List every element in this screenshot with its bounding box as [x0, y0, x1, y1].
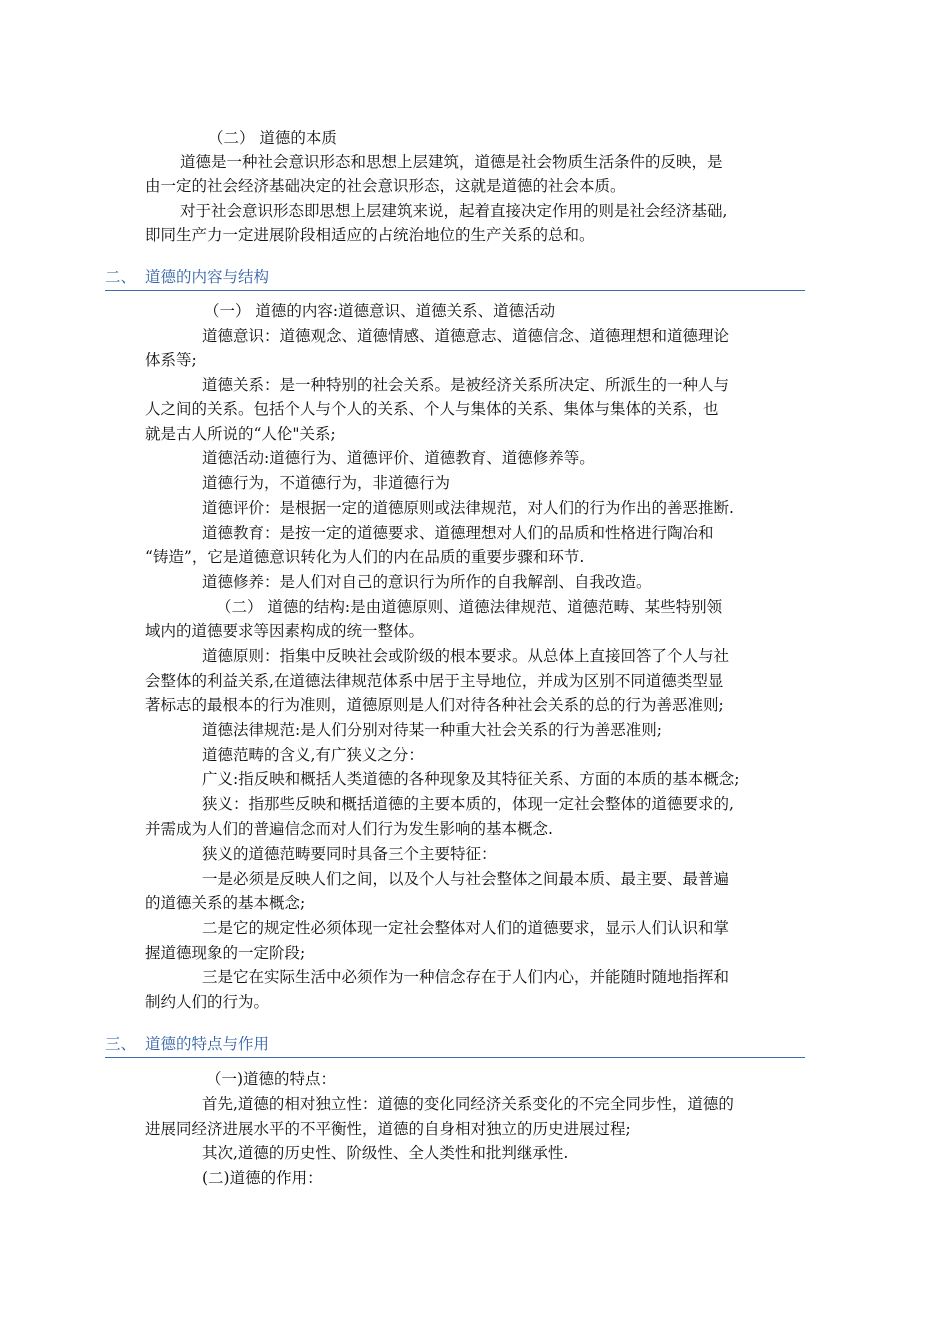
section-number: 三、: [105, 1035, 137, 1053]
subheading-features: （一)道德的特点：: [206, 1070, 337, 1088]
paragraph-line: 人之间的关系。包括个人与个人的关系、个人与集体的关系、集体与集体的关系，也: [145, 400, 719, 418]
paragraph-line: 道德关系：是一种特别的社会关系。是被经济关系所决定、所派生的一种人与: [202, 376, 730, 394]
paragraph-line: 就是古人所说的“人伦"关系;: [145, 425, 336, 443]
paragraph-line: 制约人们的行为。: [145, 993, 270, 1011]
paragraph-line: 道德是一种社会意识形态和思想上层建筑，道德是社会物质生活条件的反映，是: [180, 153, 723, 171]
paragraph-line: 道德行为，不道德行为，非道德行为: [202, 474, 451, 492]
paragraph-line: 并需成为人们的普遍信念而对人们行为发生影响的基本概念.: [145, 820, 553, 838]
section-title: 道德的内容与结构: [145, 268, 270, 286]
paragraph-line: 狭义的道德范畴要同时具备三个主要特征：: [202, 845, 497, 863]
paragraph-line: 道德法律规范:是人们分别对待某一种重大社会关系的行为善恶准则;: [202, 721, 662, 739]
paragraph-line: “铸造”，它是道德意识转化为人们的内在品质的重要步骤和环节.: [145, 548, 585, 566]
paragraph-line: 由一定的社会经济基础决定的社会意识形态，这就是道德的社会本质。: [145, 177, 626, 195]
paragraph-line: 对于社会意识形态即思想上层建筑来说，起着直接决定作用的则是社会经济基础,: [180, 202, 728, 220]
paragraph-line: 域内的道德要求等因素构成的统一整体。: [145, 622, 425, 640]
paragraph-line: 会整体的利益关系,在道德法律规范体系中居于主导地位，并成为区别不同道德类型显: [145, 672, 724, 690]
paragraph-line: 二是它的规定性必须体现一定社会整体对人们的道德要求，显示人们认识和掌: [202, 919, 730, 937]
section-number: 二、: [105, 268, 137, 286]
paragraph-line: 著标志的最根本的行为准则，道德原则是人们对待各种社会关系的总的行为善恶准则;: [145, 696, 724, 714]
section-heading-2: [105, 266, 805, 291]
subheading-functions: (二)道德的作用：: [202, 1169, 323, 1187]
paragraph-line: 道德评价：是根据一定的道德原则或法律规范，对人们的行为作出的善恶推断.: [202, 499, 734, 517]
section-title: 道德的特点与作用: [145, 1035, 270, 1053]
paragraph-line: 即同生产力一定进展阶段相适应的占统治地位的生产关系的总和。: [145, 226, 595, 244]
paragraph-line: 道德修养：是人们对自己的意识行为所作的自我解剖、自我改造。: [202, 573, 652, 591]
paragraph-line: 广义:指反映和概括人类道德的各种现象及其特征关系、方面的本质的基本概念;: [202, 770, 740, 788]
paragraph-line: 体系等;: [145, 351, 197, 369]
subheading-content: （一） 道德的内容:道德意识、道德关系、道德活动: [204, 302, 556, 320]
paragraph-line: 一是必须是反映人们之间，以及个人与社会整体之间最本质、最主要、最普遍: [202, 870, 730, 888]
paragraph-line: 道德范畴的含义,有广狭义之分：: [202, 746, 424, 764]
section-heading-3: [105, 1033, 805, 1058]
subheading-nature: （二） 道德的本质: [208, 129, 337, 147]
paragraph-line: 道德活动:道德行为、道德评价、道德教育、道德修养等。: [202, 449, 595, 467]
subheading-structure: （二） 道德的结构:是由道德原则、道德法律规范、道德范畴、某些特别领: [216, 598, 723, 616]
paragraph-line: 狭义：指那些反映和概括道德的主要本质的，体现一定社会整体的道德要求的,: [202, 795, 734, 813]
paragraph-line: 首先,道德的相对独立性：道德的变化同经济关系变化的不完全同步性，道德的: [202, 1095, 734, 1113]
paragraph-line: 道德原则：指集中反映社会或阶级的根本要求。从总体上直接回答了个人与社: [202, 647, 730, 665]
paragraph-line: 进展同经济进展水平的不平衡性，道德的自身相对独立的历史进展过程;: [145, 1120, 631, 1138]
paragraph-line: 握道德现象的一定阶段;: [145, 944, 306, 962]
paragraph-line: 道德教育：是按一定的道德要求、道德理想对人们的品质和性格进行陶冶和: [202, 524, 714, 542]
paragraph-line: 三是它在实际生活中必须作为一种信念存在于人们内心，并能随时随地指挥和: [202, 968, 730, 986]
paragraph-line: 其次,道德的历史性、阶级性、全人类性和批判继承性.: [202, 1144, 569, 1162]
paragraph-line: 的道德关系的基本概念;: [145, 894, 306, 912]
paragraph-line: 道德意识：道德观念、道德情感、道德意志、道德信念、道德理想和道德理论: [202, 327, 730, 345]
